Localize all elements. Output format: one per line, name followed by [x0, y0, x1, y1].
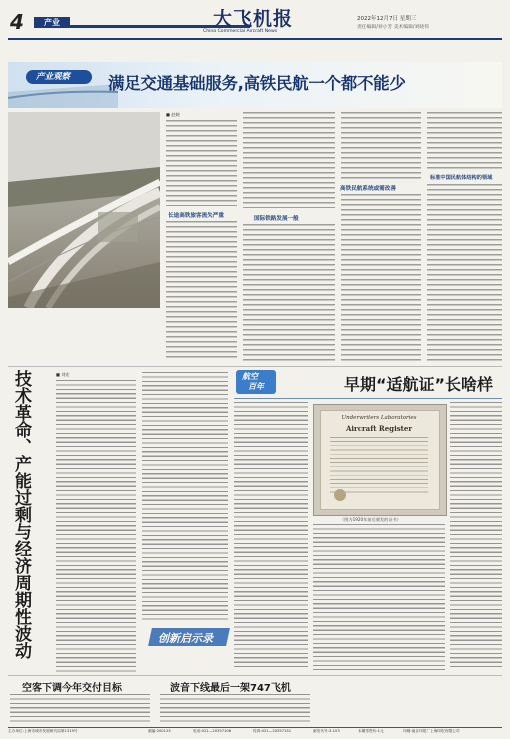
story-header-rule — [234, 398, 502, 399]
left-text-col1 — [56, 380, 136, 672]
story-headline: 早期“适航证”长啥样 — [344, 375, 494, 394]
brief-1-text — [10, 694, 150, 724]
brief-2-headline: 波音下线最后一架747飞机 — [170, 683, 291, 694]
page-number: 4 — [10, 10, 24, 34]
certificate-title: Aircraft Register — [345, 424, 413, 433]
lead-subhead-3: 高铁民航系统或需改善 — [340, 186, 396, 192]
lead-text-col2b — [243, 224, 335, 361]
feature-logo-label: 创新启示录 — [158, 632, 213, 645]
lead-text-col1 — [166, 120, 237, 206]
footer-fax: 传真:021—20357151 — [253, 729, 292, 733]
banner-train-graphic — [8, 62, 118, 108]
story-text-col1 — [234, 402, 308, 670]
story-logo-top: 航空 — [242, 372, 258, 381]
masthead-title-en: China Commercial Aircraft News — [203, 29, 278, 34]
certificate-org: Underwriters Laboratories — [341, 415, 417, 421]
footer-phone: 电话:021—20357106 — [193, 729, 232, 733]
masthead-rule — [8, 38, 502, 40]
footer-price: 本期零售价:1元 — [358, 729, 384, 733]
lead-text-col4b — [427, 184, 502, 361]
story-logo-bottom: 百年 — [248, 382, 264, 391]
story-box-header — [234, 370, 502, 396]
banner-headline: 满足交通基础服务,高铁民航一个都不能少 — [108, 74, 406, 93]
banner-tag-label: 产业观察 — [36, 72, 71, 82]
footer-postal: 邮编:200125 — [148, 729, 171, 733]
certificate-caption: （图为1920年前后颁发的证书） — [340, 517, 401, 522]
lead-closing-subhead: 标准中国民航体结构的领域 — [430, 175, 493, 181]
footer-rule — [8, 727, 502, 728]
lead-bottom-rule — [8, 366, 502, 367]
lead-byline: ■ 赵婉 — [166, 112, 180, 117]
railway-photo — [8, 112, 160, 308]
editors-line: 责任编辑/刘小芳 美术编辑/刘晓伟 — [357, 25, 429, 30]
footer — [8, 729, 502, 738]
section-label: 产业 — [44, 18, 60, 27]
masthead — [0, 0, 510, 44]
left-text-col2 — [142, 372, 228, 622]
footer-distribution: 邮发代号:3-103 — [313, 729, 340, 733]
footer-publisher: 主办单位:上海市城市发展研究局第1319号 — [8, 729, 78, 733]
lead-text-col4 — [427, 112, 502, 170]
feature-logo — [150, 626, 228, 650]
certificate-image — [313, 404, 447, 516]
left-headline: 技术革命、产能过剩与经济周期性波动 — [11, 370, 31, 659]
lead-text-col3 — [341, 112, 421, 180]
certificate-lines — [330, 437, 428, 493]
issue-date: 2022年12月7日 星期三 — [357, 16, 417, 22]
lead-text-col1b — [166, 221, 237, 361]
left-byline: ■ 刘宏 — [56, 372, 70, 377]
railway-photo-art — [8, 112, 160, 308]
masthead-title: 大飞机报 — [213, 8, 294, 30]
story-text-col3 — [450, 402, 502, 670]
brief-1-headline: 空客下调今年交付目标 — [22, 683, 122, 694]
certificate-seal — [334, 489, 346, 501]
briefs-top-rule — [8, 675, 502, 676]
brief-2-text — [160, 694, 310, 724]
lead-text-col2 — [243, 112, 335, 208]
banner — [8, 62, 502, 108]
footer-printer: 印刷:南京印报厂上海印报有限公司 — [403, 729, 460, 733]
lead-subhead-1: 长途高铁旅客流失严重 — [168, 213, 224, 219]
lead-subhead-2: 国际铁路发展一般 — [254, 216, 299, 222]
story-text-col2 — [313, 524, 445, 670]
lead-text-col3b — [341, 194, 421, 361]
left-headline-box — [8, 370, 52, 670]
